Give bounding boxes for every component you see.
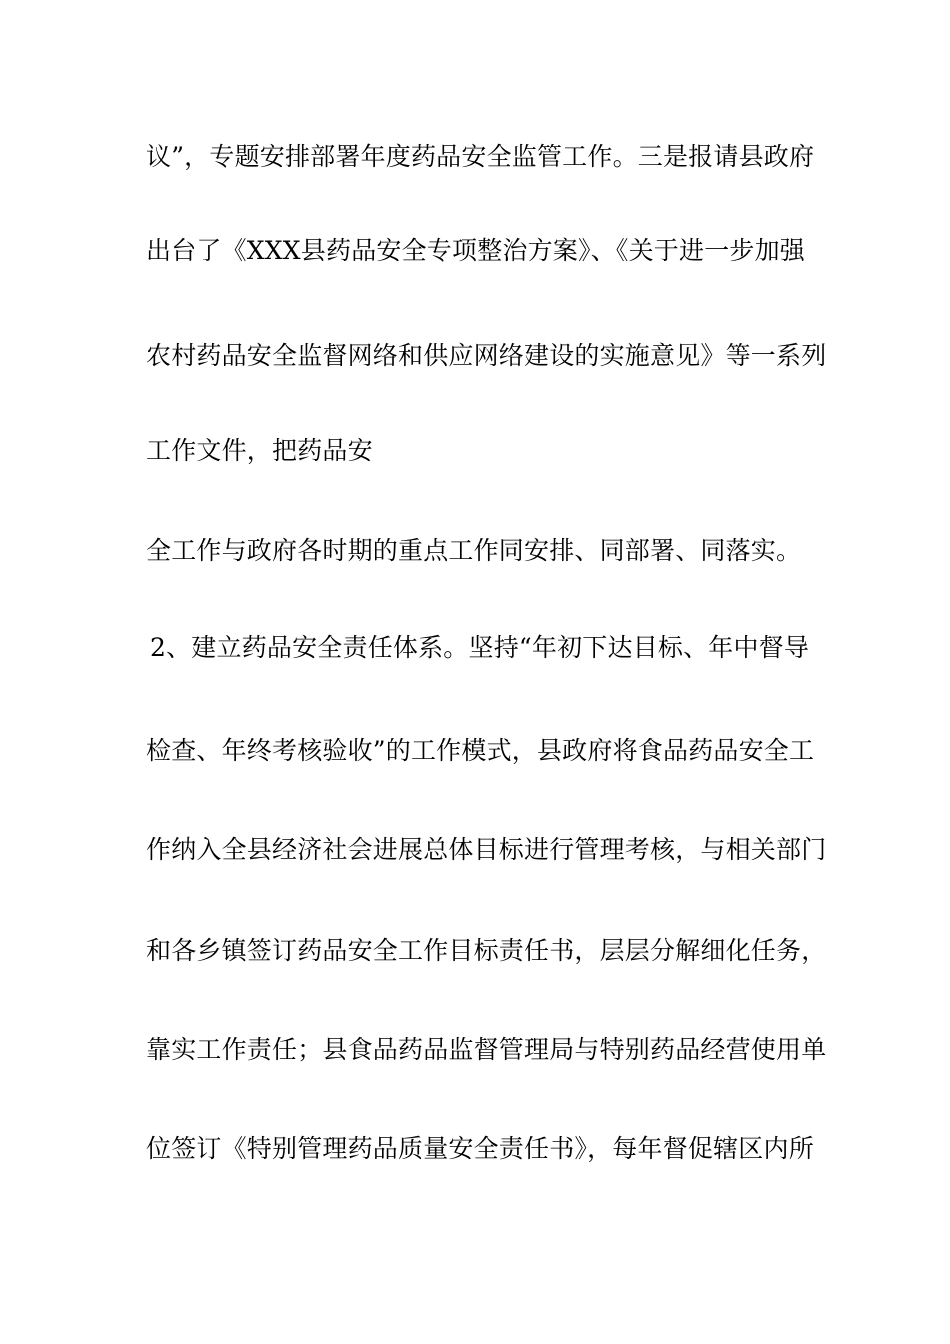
paragraph-line: 议”，专题安排部署年度药品安全监管工作。三是报请县政府 [146, 142, 815, 171]
paragraph-line: 2、建立药品安全责任体系。坚持“年初下达目标、年中督导 [150, 633, 810, 662]
paragraph-line: 位签订《特别管理药品质量安全责任书》，每年督促辖区内所 [146, 1134, 814, 1163]
paragraph-line: 全工作与政府各时期的重点工作同安排、同部署、同落实。 [146, 536, 802, 565]
paragraph-line: 作纳入全县经济社会进展总体目标进行管理考核，与相关部门 [146, 835, 827, 864]
paragraph-line: 出台了《XXX县药品安全专项整治方案》、《关于进一步加强 [146, 236, 805, 265]
paragraph-line: 检查、年终考核验收”的工作模式，县政府将食品药品安全工 [146, 736, 815, 765]
paragraph-line: 靠实工作责任；县食品药品监督管理局与特别药品经营使用单 [146, 1035, 827, 1064]
paragraph-line: 和各乡镇签订药品安全工作目标责任书，层层分解细化任务， [146, 936, 827, 965]
paragraph-line: 农村药品安全监督网络和供应网络建设的实施意见》等一系列 [146, 341, 827, 370]
paragraph-line: 工作文件，把药品安 [146, 436, 373, 465]
